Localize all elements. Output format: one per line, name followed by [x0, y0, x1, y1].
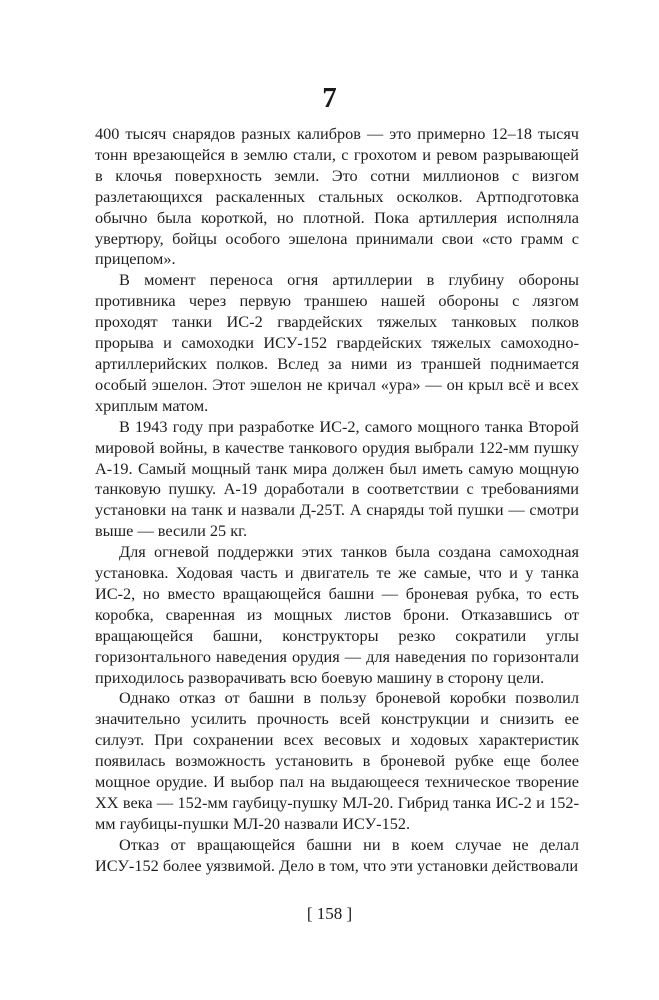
page-number: [ 158 ]: [306, 904, 353, 923]
paragraph: В момент переноса огня артиллерии в глубину обороны противника через первую траншею нашей обороны с лязгом проходят танки ИС-2 гвардейских тяжелых танковых полков прорыва и самоходки ИСУ-152 гвардейских тяжелых самоходно-артиллерийских полков. Вслед за ними из траншей поднимается особый эшелон. Этот эшелон не кричал «ура» — он крыл всё и всех хриплым матом.: [95, 270, 579, 415]
paragraph: Для огневой поддержки этих танков была создана самоходная установка. Ходовая часть и двигатель те же самые, что и у танка ИС-2, но вместо вращающейся башни — броневая рубка, то есть коробка, сваренная из мощных листов брони. Отказавшись от вращающейся башни, конструкторы резко сократили углы горизонтального наведения орудия — для наведения по горизонтали приходилось разворачивать всю боевую машину в сторону цели.: [95, 542, 579, 687]
chapter-number: 7: [322, 82, 337, 114]
paragraph: 400 тысяч снарядов разных калибров — это примерно 12–18 тысяч тонн врезающейся в землю стали, с грохотом и ревом разрывающей в клочья поверхность земли. Это сотни миллионов с визгом разлетающихся раскаленных стальных осколков. Артподготовка обычно была короткой, но плотной. Пока артиллерия исполняла увертюру, бойцы особого эшелона принимали свои «сто грамм с прицепом».: [95, 124, 579, 269]
body-text: [95, 124, 579, 877]
paragraph: В 1943 году при разработке ИС-2, самого мощного танка Второй мировой войны, в качестве танкового орудия выбрали 122-мм пушку А-19. Самый мощный танк мира должен был иметь самую мощную танковую пушку. А-19 доработали в соответствии с требованиями установки на танк и назвали Д-25Т. А снаряды той пушки — смотри выше — весили 25 кг.: [95, 416, 579, 541]
paragraph: Отказ от вращающейся башни ни в коем случае не делал ИСУ-152 более уязвимой. Дело в том, что эти установки действовали: [95, 834, 579, 875]
paragraph: Однако отказ от башни в пользу броневой коробки позволил значительно усилить прочность всей конструкции и снизить ее силуэт. При сохранении всех весовых и ходовых характеристик появилась возможность установить в броневой рубке еще более мощное орудие. И выбор пал на выдающееся техническое творение XX века — 152-мм гаубицу-пушку МЛ-20. Гибрид танка ИС-2 и 152-мм гаубицы-пушки МЛ-20 назвали ИСУ-152.: [95, 688, 579, 833]
